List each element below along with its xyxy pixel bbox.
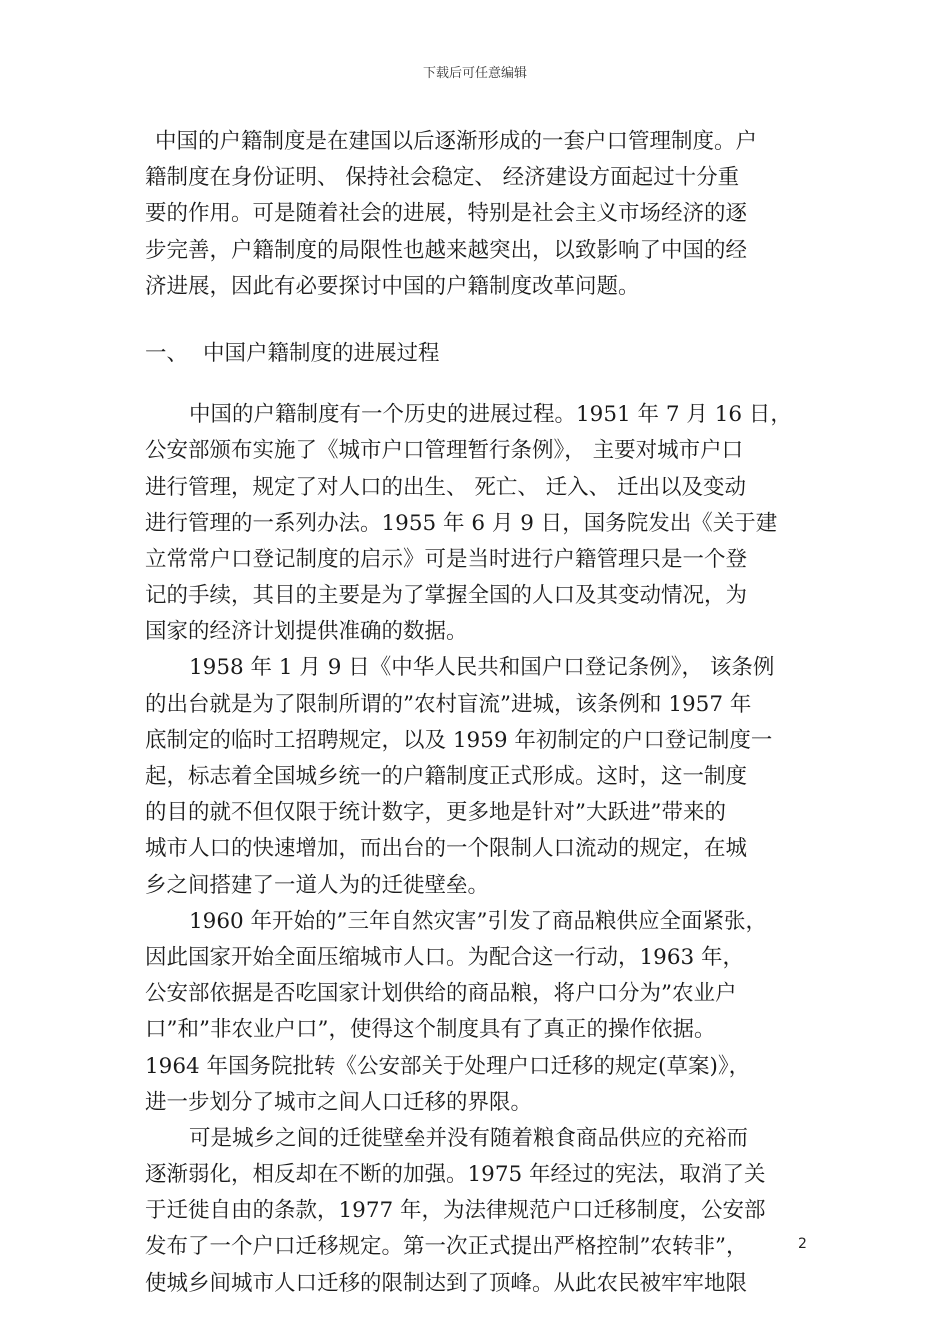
text-line: 的目的就不但仅限于统计数字，更多地是针对”大跃进”带来的 [145,800,726,826]
text-line: 于迁徙自由的条款，1977 年，为法律规范户口迁移制度，公安部 [145,1198,766,1224]
text-line: 公安部颁布实施了《城市户口管理暂行条例》， 主要对城市户口 [145,438,744,464]
text-line: 中国的户籍制度是在建国以后逐渐形成的一套户口管理制度。户 [155,129,758,154]
section-heading [145,336,810,372]
text-line: 进行管理的一系列办法。1955 年 6 月 9 日，国务院发出《关于建 [145,510,778,536]
text-line: 中国的户籍制度有一个历史的进展过程。1951 年 7 月 16 日， [189,402,792,428]
intro-paragraph [145,124,810,305]
body-paragraph [145,397,810,650]
text-line: 要的作用。可是随着社会的进展，特别是社会主义市场经济的逐 [145,201,748,227]
text-line: 逐渐弱化，相反却在不断的加强。1975 年经过的宪法，取消了关 [145,1162,766,1188]
text-line: 立常常户口登记制度的启示》可是当时进行户籍管理只是一个登 [145,546,748,572]
text-line: 乡之间搭建了一道人为的迁徙壁垒。 [145,872,490,898]
body-paragraph [145,1121,810,1302]
text-line: 使城乡间城市人口迁移的限制达到了顶峰。从此农民被牢牢地限 [145,1270,748,1296]
text-line: 口”和”非农业户口”，使得这个制度具有了真正的操作依据。 [145,1017,716,1043]
body-paragraph [145,650,810,903]
text-line: 籍制度在身份证明、 保持社会稳定、 经济建设方面起过十分重 [145,165,740,191]
text-line: 进一步划分了城市之间人口迁移的界限。 [145,1089,533,1115]
text-line: 可是城乡之间的迁徙壁垒并没有随着粮食商品供应的充裕而 [189,1125,749,1151]
section-number: 一、 [145,340,189,366]
text-line: 城市人口的快速增加，而出台的一个限制人口流动的规定，在城 [145,836,748,862]
body-paragraph [145,904,810,1121]
page-header: 下载后可任意编辑 [422,66,527,81]
text-line: 步完善，户籍制度的局限性也越来越突出，以致影响了中国的经 [145,237,748,263]
text-line: 发布了一个户口迁移规定。第一次正式提出严格控制”农转非”， [145,1234,748,1260]
text-line: 国家的经济计划提供准确的数据。 [145,619,468,645]
text-line: 公安部依据是否吃国家计划供给的商品粮，将户口分为”农业户 [145,981,737,1007]
text-line: 底制定的临时工招聘规定，以及 1959 年初制定的户口登记制度一 [145,727,773,753]
text-line: 1958 年 1 月 9 日《中华人民共和国户口登记条例》， 该条例 [189,655,775,681]
document-body [145,124,810,1302]
text-line: 记的手续，其目的主要是为了掌握全国的人口及其变动情况，为 [145,583,748,609]
text-line: 起，标志着全国城乡统一的户籍制度正式形成。这时，这一制度 [145,764,748,790]
section-title: 中国户籍制度的进展过程 [203,340,440,366]
text-line: 1960 年开始的”三年自然灾害”引发了商品粮供应全面紧张， [189,908,768,934]
text-line: 因此国家开始全面压缩城市人口。为配合这一行动，1963 年， [145,944,745,970]
page-number: 2 [798,1236,807,1252]
text-line: 进行管理，规定了对人口的出生、 死亡、 迁入、 迁出以及变动 [145,474,747,500]
text-line: 的出台就是为了限制所谓的”农村盲流”进城，该条例和 1957 年 [145,691,752,717]
text-line: 1964 年国务院批转《公安部关于处理户口迁移的规定(草案)》， [145,1053,751,1079]
text-line: 济进展，因此有必要探讨中国的户籍制度改革问题。 [145,273,640,299]
